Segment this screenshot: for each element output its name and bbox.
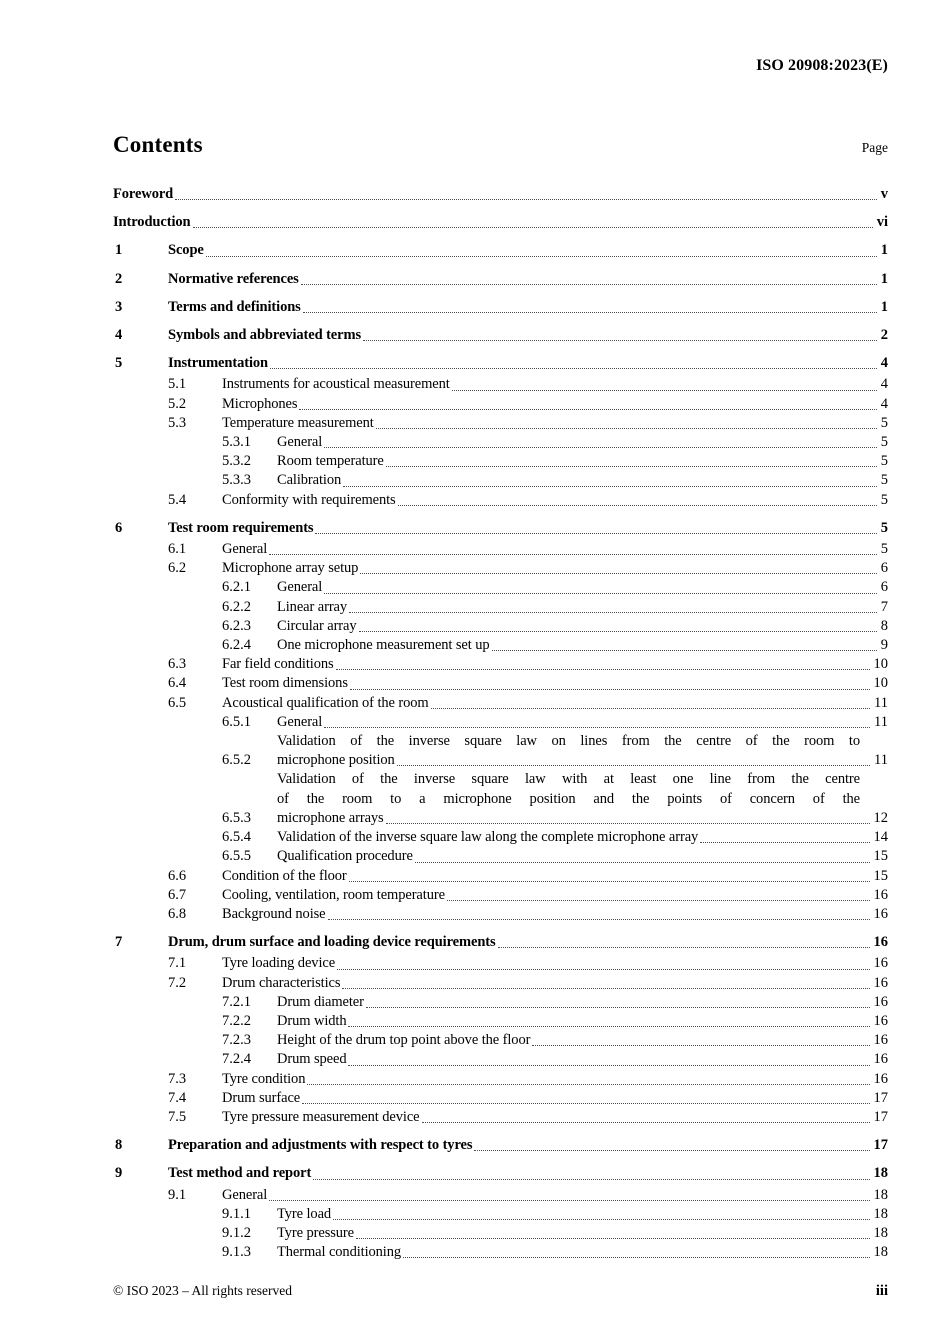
toc-entry-number: 9.1.1 [222, 1205, 251, 1222]
toc-entry-title: Drum speed [277, 1051, 347, 1068]
dot-leader [270, 368, 877, 369]
dot-leader [498, 947, 870, 948]
toc-entry-title-line: Validation of the inverse square law on lines from the centre of the room to [277, 733, 860, 750]
toc-entry-title: General [222, 1186, 268, 1203]
toc-entry-page: 18 [873, 1165, 888, 1182]
toc-entry-number: 6.1 [168, 541, 187, 558]
toc-entry-number: 4 [115, 327, 123, 344]
dot-leader [342, 988, 869, 989]
toc-entry-title: Acoustical qualification of the room [222, 694, 429, 711]
toc-entry-title: Temperature measurement [222, 414, 374, 431]
toc-entry-page: 6 [880, 560, 888, 577]
table-of-contents [113, 185, 888, 1262]
dot-leader [386, 466, 877, 467]
toc-entry-title: Validation of the inverse square law along the complete microphone array [277, 829, 699, 846]
dot-leader [700, 842, 869, 843]
dot-leader [302, 1103, 869, 1104]
toc-entry-page: 7 [880, 598, 888, 615]
toc-entry-page: 17 [873, 1137, 888, 1154]
toc-entry [113, 559, 888, 578]
toc-entry [113, 491, 888, 510]
toc-entry-page: 18 [873, 1205, 888, 1222]
toc-entry-number: 7.5 [168, 1108, 187, 1125]
toc-entry-number: 2 [115, 270, 123, 287]
toc-entry-page: 15 [873, 867, 888, 884]
toc-entry-number: 7.4 [168, 1089, 187, 1106]
toc-entry-page: 9 [880, 637, 888, 654]
dot-leader [474, 1150, 869, 1151]
dot-leader [269, 554, 877, 555]
toc-entry-page: 16 [873, 1051, 888, 1068]
dot-leader [301, 284, 877, 285]
dot-leader [403, 1257, 869, 1258]
dot-leader [299, 409, 876, 410]
toc-entry-number: 8 [115, 1137, 123, 1154]
toc-entry [113, 578, 888, 597]
toc-entry-page: 16 [873, 905, 888, 922]
toc-entry [113, 1070, 888, 1089]
toc-entry-number: 6.7 [168, 886, 187, 903]
toc-entry-title: Microphones [222, 395, 298, 412]
toc-entry-title: Circular array [277, 617, 357, 634]
toc-entry-page: 5 [880, 491, 888, 508]
toc-entry-number: 5.4 [168, 491, 187, 508]
dot-leader [193, 227, 873, 228]
dot-leader [398, 505, 877, 506]
dot-leader [350, 689, 870, 690]
toc-entry [113, 655, 888, 674]
toc-entry-number: 9.1 [168, 1186, 187, 1203]
toc-entry [113, 770, 888, 828]
toc-entry-page: 11 [874, 752, 888, 769]
toc-entry-number: 3 [115, 298, 123, 315]
toc-entry-page: 16 [873, 993, 888, 1010]
toc-entry-title: Tyre pressure [277, 1224, 354, 1241]
toc-entry-page: 18 [873, 1224, 888, 1241]
dot-leader [337, 969, 869, 970]
toc-entry-number: 5.2 [168, 395, 187, 412]
dot-leader [376, 428, 877, 429]
toc-entry-title-line: of the room to a microphone position and the points of concern of the [277, 790, 860, 807]
dot-leader [360, 573, 876, 574]
toc-entry-last-line [277, 809, 888, 828]
toc-entry-page: 11 [874, 713, 888, 730]
toc-entry-title: Instruments for acoustical measurement [222, 376, 450, 393]
toc-entry-title: Tyre pressure measurement device [222, 1108, 420, 1125]
toc-entry-number: 5.3.1 [222, 434, 251, 451]
toc-entry-page: v [880, 186, 888, 202]
toc-entry-title: General [222, 541, 268, 558]
dot-leader [348, 1026, 869, 1027]
toc-entry-title-line: Validation of the inverse square law with at least one line from the centre [277, 771, 860, 788]
toc-entry-title: Cooling, ventilation, room temperature [222, 886, 445, 903]
copyright-notice: © ISO 2023 – All rights reserved [113, 1283, 292, 1298]
contents-title: Contents [113, 132, 203, 157]
toc-entry [113, 867, 888, 886]
contents-header [113, 132, 888, 158]
toc-entry-number: 6.4 [168, 675, 187, 692]
toc-entry-number: 6.3 [168, 656, 187, 673]
toc-entry-title: Test room requirements [168, 519, 314, 536]
toc-entry-title: Introduction [113, 214, 191, 231]
toc-entry-page: 4 [880, 395, 888, 412]
toc-entry [113, 954, 888, 973]
dot-leader [333, 1219, 869, 1220]
toc-entry-number: 6.5.1 [222, 713, 251, 730]
dot-leader [349, 612, 877, 613]
toc-entry [113, 732, 888, 770]
toc-entry-number: 6.2.1 [222, 579, 251, 596]
toc-entry-page: 5 [880, 472, 888, 489]
page-footer [113, 1283, 888, 1300]
dot-leader [269, 1200, 869, 1201]
toc-entry-title: Test room dimensions [222, 675, 348, 692]
toc-entry [113, 298, 888, 317]
toc-entry-number: 6.2.3 [222, 617, 251, 634]
toc-entry [113, 674, 888, 693]
toc-entry-number: 7.3 [168, 1070, 187, 1087]
dot-leader [206, 256, 877, 257]
toc-entry [113, 241, 888, 260]
toc-entry-page: 16 [873, 1012, 888, 1029]
toc-entry [113, 326, 888, 345]
toc-entry-number: 5.3.2 [222, 453, 251, 470]
toc-entry-title: Drum diameter [277, 993, 364, 1010]
toc-entry-number: 1 [115, 242, 123, 259]
toc-entry [113, 354, 888, 373]
toc-entry [113, 1186, 888, 1205]
dot-leader [349, 881, 870, 882]
dot-leader [415, 862, 870, 863]
toc-entry-number: 7.2.1 [222, 993, 251, 1010]
toc-entry-title: Drum width [277, 1012, 347, 1029]
toc-entry [113, 1089, 888, 1108]
toc-entry-page: 5 [880, 414, 888, 431]
toc-entry-number: 7.2.3 [222, 1032, 251, 1049]
toc-entry-page: 4 [880, 355, 888, 372]
toc-entry-number: 9 [115, 1165, 123, 1182]
toc-entry [113, 1108, 888, 1127]
toc-entry [113, 1164, 888, 1183]
toc-entry-number: 6.6 [168, 867, 187, 884]
toc-entry-title: microphone arrays [277, 809, 384, 826]
toc-entry-number: 9.1.3 [222, 1244, 251, 1261]
toc-entry [113, 974, 888, 993]
toc-entry-title: Preparation and adjustments with respect to tyres [168, 1137, 473, 1154]
toc-entry-page: 5 [880, 519, 888, 536]
toc-entry-page: 8 [880, 617, 888, 634]
dot-leader [356, 1238, 870, 1239]
toc-entry-title: One microphone measurement set up [277, 637, 490, 654]
toc-entry-number: 6.5 [168, 694, 187, 711]
toc-entry-title: Far field conditions [222, 656, 334, 673]
toc-entry [113, 471, 888, 490]
dot-leader [363, 340, 877, 341]
toc-entry-title: Condition of the floor [222, 867, 347, 884]
toc-entry-title: General [277, 434, 323, 451]
toc-entry-page: 17 [873, 1108, 888, 1125]
toc-entry-title: Microphone array setup [222, 560, 359, 577]
toc-entry [113, 519, 888, 538]
toc-entry-title: Height of the drum top point above the floor [277, 1032, 531, 1049]
toc-entry-page: 5 [880, 453, 888, 470]
dot-leader [386, 823, 870, 824]
toc-entry-page: 2 [880, 327, 888, 344]
toc-entry [113, 540, 888, 559]
toc-entry [113, 1205, 888, 1224]
toc-entry-number: 5.3.3 [222, 472, 251, 489]
toc-entry [113, 395, 888, 414]
toc-entry-title: Thermal conditioning [277, 1244, 402, 1261]
toc-entry-number: 6.2.2 [222, 598, 251, 615]
toc-entry-page: 16 [873, 934, 888, 951]
toc-entry-title: Foreword [113, 186, 174, 202]
toc-entry [113, 933, 888, 952]
toc-entry [113, 270, 888, 289]
toc-entry-title: Normative references [168, 270, 299, 287]
toc-entry [113, 828, 888, 847]
toc-entry-number: 7.2 [168, 974, 187, 991]
toc-entry-title: Linear array [277, 598, 348, 615]
dot-leader [348, 1065, 869, 1066]
toc-entry-number: 6.5.5 [222, 848, 251, 865]
page-column-label: Page [861, 140, 888, 155]
toc-entry-title: Drum surface [222, 1089, 301, 1106]
toc-entry-number: 6.5.2 [222, 752, 251, 769]
dot-leader [307, 1084, 869, 1085]
toc-entry-number: 6.2.4 [222, 637, 251, 654]
toc-entry-title: microphone position [277, 752, 395, 769]
dot-leader [303, 312, 877, 313]
dot-leader [492, 650, 877, 651]
toc-entry-page: 10 [873, 675, 888, 692]
dot-leader [313, 1179, 869, 1180]
dot-leader [175, 199, 877, 200]
toc-entry-page: 16 [873, 974, 888, 991]
toc-entry-title: Calibration [277, 472, 342, 489]
toc-entry-number: 6.2 [168, 560, 187, 577]
dot-leader [336, 669, 870, 670]
dot-leader [324, 593, 877, 594]
toc-entry-number: 5.1 [168, 376, 187, 393]
dot-leader [359, 631, 877, 632]
toc-entry [113, 1243, 888, 1262]
toc-entry-body [277, 732, 888, 770]
toc-entry-title: Tyre load [277, 1205, 332, 1222]
dot-leader [397, 765, 870, 766]
toc-entry-title: Test method and report [168, 1165, 312, 1182]
toc-entry [113, 1012, 888, 1031]
toc-entry-page: 16 [873, 1070, 888, 1087]
toc-entry [113, 905, 888, 924]
toc-entry [113, 636, 888, 655]
toc-entry-page: 18 [873, 1244, 888, 1261]
toc-entry-number: 7.2.2 [222, 1012, 251, 1029]
toc-entry [113, 1031, 888, 1050]
dot-leader [431, 708, 870, 709]
toc-entry [113, 414, 888, 433]
toc-entry-page: 5 [880, 541, 888, 558]
toc-entry-body [277, 770, 888, 828]
toc-entry-page: vi [876, 214, 888, 231]
toc-entry [113, 886, 888, 905]
toc-entry [113, 993, 888, 1012]
toc-entry-page: 17 [873, 1089, 888, 1106]
toc-entry-last-line [277, 751, 888, 770]
toc-entry-title: General [277, 579, 323, 596]
toc-entry-title: Conformity with requirements [222, 491, 396, 508]
toc-entry [113, 213, 888, 232]
toc-entry [113, 694, 888, 713]
toc-entry [113, 1050, 888, 1069]
toc-entry-title: Symbols and abbreviated terms [168, 327, 361, 344]
toc-entry-number: 5 [115, 355, 123, 372]
toc-entry-title: Tyre condition [222, 1070, 306, 1087]
toc-entry-number: 9.1.2 [222, 1224, 251, 1241]
toc-entry-title: Tyre loading device [222, 955, 336, 972]
toc-entry-page: 16 [873, 1032, 888, 1049]
toc-entry-page: 1 [880, 298, 888, 315]
dot-leader [532, 1045, 869, 1046]
dot-leader [324, 447, 877, 448]
toc-entry-number: 6.5.3 [222, 809, 251, 826]
toc-entry-page: 4 [880, 376, 888, 393]
dot-leader [343, 486, 877, 487]
toc-entry-title: Scope [168, 242, 204, 259]
toc-entry-page: 10 [873, 656, 888, 673]
toc-entry-number: 6 [115, 519, 123, 536]
toc-entry-number: 6.8 [168, 905, 187, 922]
toc-entry [113, 1224, 888, 1243]
toc-entry-number: 7.2.4 [222, 1051, 251, 1068]
toc-entry [113, 1136, 888, 1155]
toc-entry-page: 14 [873, 829, 888, 846]
toc-entry-page: 5 [880, 434, 888, 451]
toc-entry-page: 6 [880, 579, 888, 596]
toc-entry-title: Background noise [222, 905, 326, 922]
folio-page-number: iii [875, 1283, 888, 1299]
toc-entry-page: 1 [880, 242, 888, 259]
dot-leader [315, 533, 876, 534]
toc-entry [113, 598, 888, 617]
dot-leader [452, 390, 877, 391]
document-reference: ISO 20908:2023(E) [756, 57, 888, 74]
toc-entry-title: Room temperature [277, 453, 384, 470]
toc-entry-page: 12 [873, 809, 888, 826]
toc-entry [113, 185, 888, 204]
toc-entry-page: 16 [873, 886, 888, 903]
toc-entry [113, 452, 888, 471]
dot-leader [328, 919, 870, 920]
toc-entry [113, 375, 888, 394]
dot-leader [366, 1007, 870, 1008]
dot-leader [324, 727, 870, 728]
toc-entry [113, 713, 888, 732]
toc-entry-title: Drum, drum surface and loading device requirements [168, 934, 496, 951]
toc-entry-page: 15 [873, 848, 888, 865]
toc-entry-title: Drum characteristics [222, 974, 341, 991]
toc-entry-title: General [277, 713, 323, 730]
toc-entry-number: 7 [115, 934, 123, 951]
dot-leader [422, 1122, 870, 1123]
toc-entry-title: Terms and definitions [168, 298, 301, 315]
toc-entry-number: 7.1 [168, 955, 187, 972]
toc-entry-title: Instrumentation [168, 355, 269, 372]
toc-entry-number: 5.3 [168, 414, 187, 431]
toc-entry-page: 11 [874, 694, 888, 711]
dot-leader [447, 900, 870, 901]
toc-entry-page: 16 [873, 955, 888, 972]
toc-entry [113, 617, 888, 636]
toc-entry [113, 433, 888, 452]
toc-entry-page: 18 [873, 1186, 888, 1203]
toc-entry-number: 6.5.4 [222, 829, 251, 846]
toc-entry-title: Qualification procedure [277, 848, 413, 865]
toc-entry-page: 1 [880, 270, 888, 287]
toc-entry [113, 847, 888, 866]
